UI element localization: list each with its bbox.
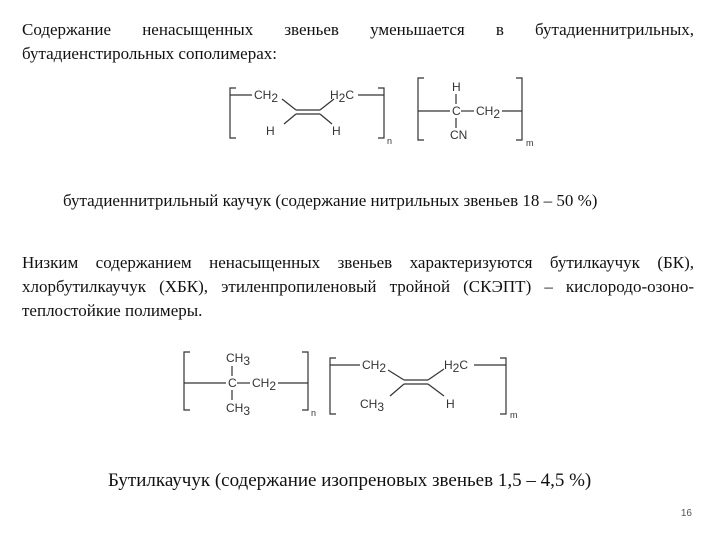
bracket-left-4	[330, 358, 336, 414]
page-number: 16	[680, 508, 692, 519]
h-top-label: H	[452, 80, 461, 94]
h-right-label: H	[332, 124, 341, 138]
h-label-4: H	[446, 397, 455, 411]
cn-label: CN	[450, 128, 468, 142]
bond-c-ch3	[390, 384, 404, 396]
ch2-label: CH2	[254, 88, 279, 105]
bracket-left-3	[184, 352, 190, 410]
ch2-label-4: CH2	[362, 358, 387, 375]
ch3-bottom-label: CH3	[226, 401, 251, 418]
index-m-2: m	[510, 410, 518, 420]
butyl-rubber-caption: Бутилкаучук (содержание изопреновых звеньев 1,5 – 4,5 %)	[108, 470, 592, 491]
bracket-right-3	[302, 352, 308, 410]
ch3-top-label: CH3	[226, 351, 251, 368]
ch2-label-2: CH2	[476, 104, 501, 121]
bracket-right-4	[500, 358, 506, 414]
index-n-2: n	[311, 408, 317, 418]
h2c-label: H2C	[330, 88, 355, 105]
ch3-label-4: CH3	[360, 397, 385, 414]
bond-c-ch2-4	[428, 369, 444, 380]
low-unsaturation-paragraph: Низким содержанием ненасыщенных звеньев характеризуются бутилкаучук (БК), хлорбутилкаучук (ХБК), этиленпропиленовый тройной (СКЭПТ) – кислородо-озоно-теплостойкие полимеры.	[22, 253, 694, 320]
intro-paragraph: Содержание ненасыщенных звеньев уменьшается в бутадиеннитрильных, бутадиенстирольных сополимерах:	[22, 20, 694, 63]
h-left-label: H	[266, 124, 275, 138]
index-m-1: m	[526, 138, 534, 148]
c-label: C	[452, 104, 461, 118]
bond-c-h-4	[428, 384, 444, 396]
bond-ch2-c-4	[388, 370, 404, 380]
c-label-2: C	[228, 376, 237, 390]
ch2-label-3: CH2	[252, 376, 277, 393]
index-n-1: n	[387, 136, 393, 146]
nitrile-rubber-caption: бутадиеннитрильный каучук (содержание нитрильных звеньев 18 – 50 %)	[63, 191, 598, 210]
h2c-label-4: H2C	[444, 358, 469, 375]
